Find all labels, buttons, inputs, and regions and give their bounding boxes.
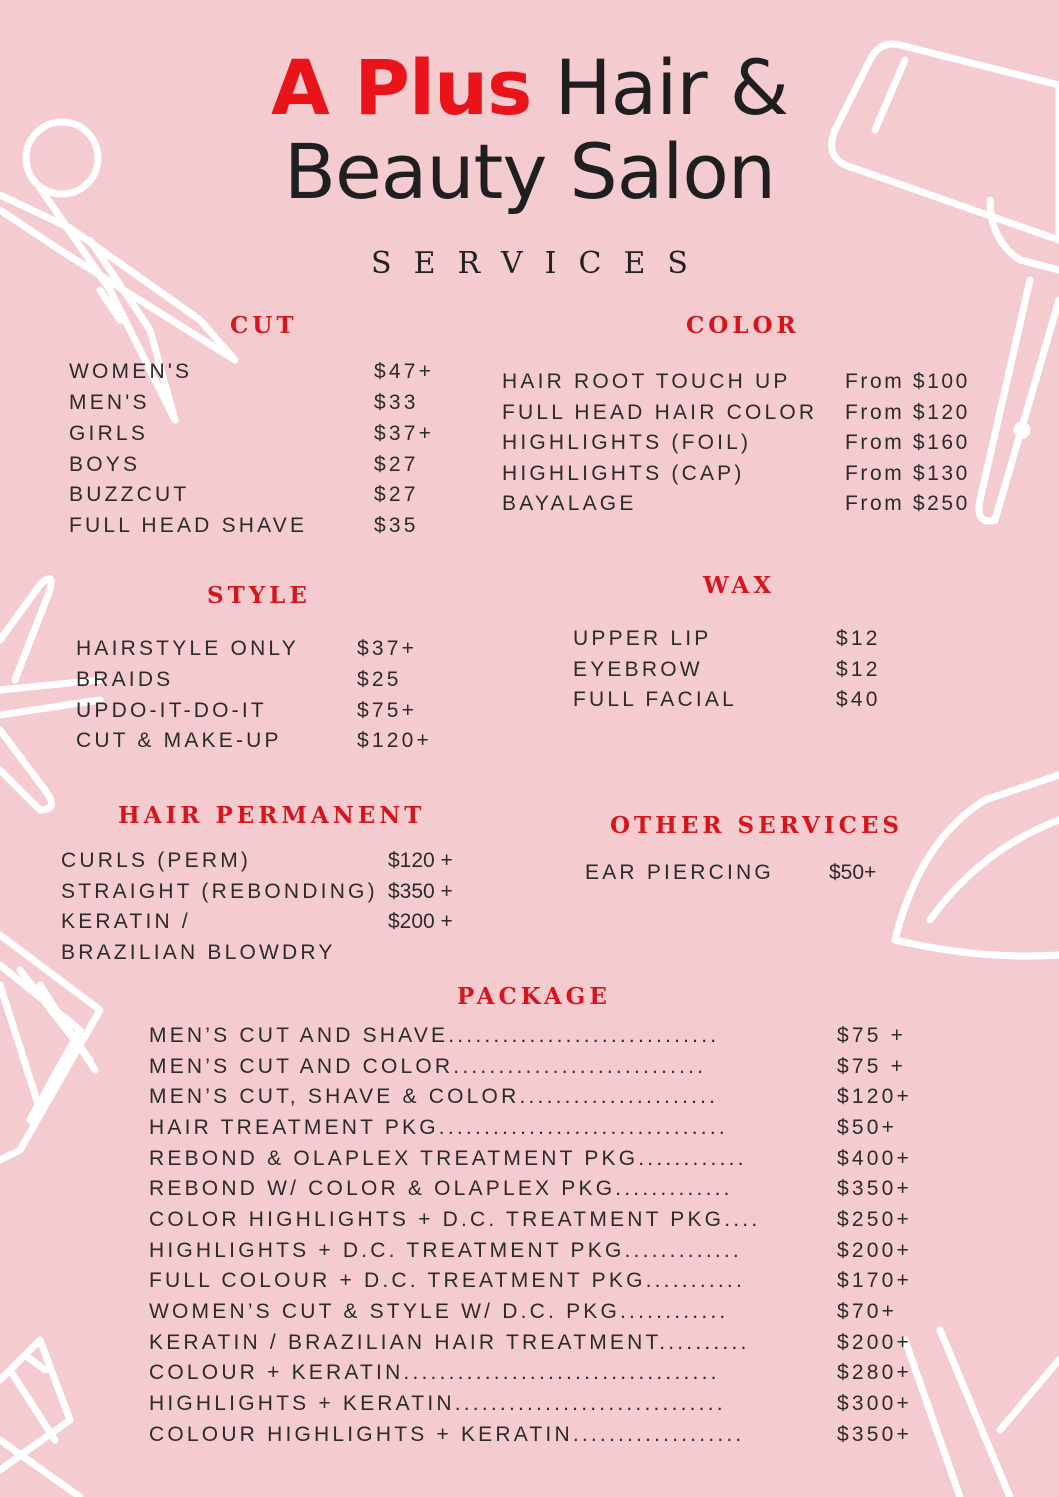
item-price: $33 [374,391,419,414]
item-label: EAR PIERCING [585,861,774,884]
title-rest: Hair & [554,43,789,132]
section-title-wax: WAX [703,572,776,599]
item-price: $35 [374,514,419,537]
item-price: $400+ [837,1147,912,1170]
item-label: STRAIGHT (REBONDING) [61,880,378,903]
item-label: BRAIDS [76,668,174,691]
tweezers-icon [905,1330,1059,1497]
section-title-package: PACKAGE [457,983,611,1010]
lips-icon [895,775,1059,956]
item-label: HIGHLIGHTS (FOIL) [502,431,752,454]
item-label: REBOND & OLAPLEX TREATMENT PKG............ [149,1147,747,1170]
item-price: $120+ [837,1085,912,1108]
item-price: $70+ [837,1300,898,1323]
section-title-color: COLOR [686,312,800,339]
item-price: From $160 [845,431,970,454]
item-label: MEN’S CUT, SHAVE & COLOR...................... [149,1085,719,1108]
item-label: CURLS (PERM) [61,849,252,872]
item-label: EYEBROW [573,658,703,681]
item-label: BUZZCUT [69,483,190,506]
item-label: GIRLS [69,422,149,445]
item-price: $120 + [388,849,453,872]
item-label: UPDO-IT-DO-IT [76,699,267,722]
item-label: REBOND W/ COLOR & OLAPLEX PKG............. [149,1177,733,1200]
section-title-hair-permanent: HAIR PERMANENT [118,802,426,829]
item-label: KERATIN / [61,910,191,933]
item-label: BRAZILIAN BLOWDRY [61,941,336,964]
item-label: HIGHLIGHTS + D.C. TREATMENT PKG............. [149,1239,742,1262]
item-label: HAIR TREATMENT PKG................................ [149,1116,728,1139]
item-label: MEN'S [69,391,150,414]
item-price: $350+ [837,1177,912,1200]
item-price: From $120 [845,401,970,424]
item-label: MEN’S CUT AND COLOR............................ [149,1055,707,1078]
item-price: From $250 [845,492,970,515]
item-price: $25 [357,668,402,691]
item-label: COLOUR HIGHLIGHTS + KERATIN................... [149,1423,745,1446]
item-label: COLOUR + KERATIN................................... [149,1361,720,1384]
salon-title [0,43,1059,132]
item-label: BAYALAGE [502,492,637,515]
services-heading: SERVICES [371,246,710,281]
item-price: $50+ [829,861,877,884]
section-title-style: STYLE [207,582,311,609]
brush-icon [0,1340,80,1497]
item-label: MEN’S CUT AND SHAVE.............................. [149,1024,720,1047]
item-label: HAIR ROOT TOUCH UP [502,370,791,393]
item-price: $280+ [837,1361,912,1384]
item-label: FULL COLOUR + D.C. TREATMENT PKG........... [149,1269,745,1292]
item-label: FULL FACIAL [573,688,737,711]
section-title-cut: CUT [230,312,298,339]
item-price: $200+ [837,1331,912,1354]
item-label: CUT & MAKE-UP [76,729,282,752]
item-label: UPPER LIP [573,627,712,650]
item-price: $350 + [388,880,453,903]
section-title-other-services: OTHER SERVICES [610,812,904,839]
item-price: $200 + [388,910,453,933]
item-price: $40 [836,688,881,711]
item-label: HIGHLIGHTS (CAP) [502,462,745,485]
item-price: $300+ [837,1392,912,1415]
item-price: $37+ [357,637,418,660]
item-label: COLOR HIGHLIGHTS + D.C. TREATMENT PKG.... [149,1208,761,1231]
item-price: $37+ [374,422,435,445]
salon-title-line2: Beauty Salon [283,127,776,216]
item-price: $47+ [374,360,435,383]
item-label: HIGHLIGHTS + KERATIN.............................. [149,1392,726,1415]
item-label: FULL HEAD SHAVE [69,514,308,537]
brand-name: A Plus [270,43,532,132]
item-price: $200+ [837,1239,912,1262]
item-price: $50+ [837,1116,898,1139]
item-label: WOMEN'S [69,360,193,383]
item-label: FULL HEAD HAIR COLOR [502,401,818,424]
item-price: $250+ [837,1208,912,1231]
item-price: $170+ [837,1269,912,1292]
item-label: WOMEN’S CUT & STYLE W/ D.C. PKG............ [149,1300,729,1323]
item-price: $75 + [837,1024,907,1047]
item-label: HAIRSTYLE ONLY [76,637,299,660]
item-price: $350+ [837,1423,912,1446]
item-price: $27 [374,453,419,476]
item-price: $27 [374,483,419,506]
item-price: $120+ [357,729,432,752]
item-label: KERATIN / BRAZILIAN HAIR TREATMENT.......... [149,1331,750,1354]
item-price: From $100 [845,370,970,393]
item-price: $12 [836,627,881,650]
item-label: BOYS [69,453,141,476]
item-price: $12 [836,658,881,681]
item-price: From $130 [845,462,970,485]
hair-clip-icon [0,579,100,810]
comb-icon [0,935,100,1160]
item-price: $75 + [837,1055,907,1078]
item-price: $75+ [357,699,418,722]
